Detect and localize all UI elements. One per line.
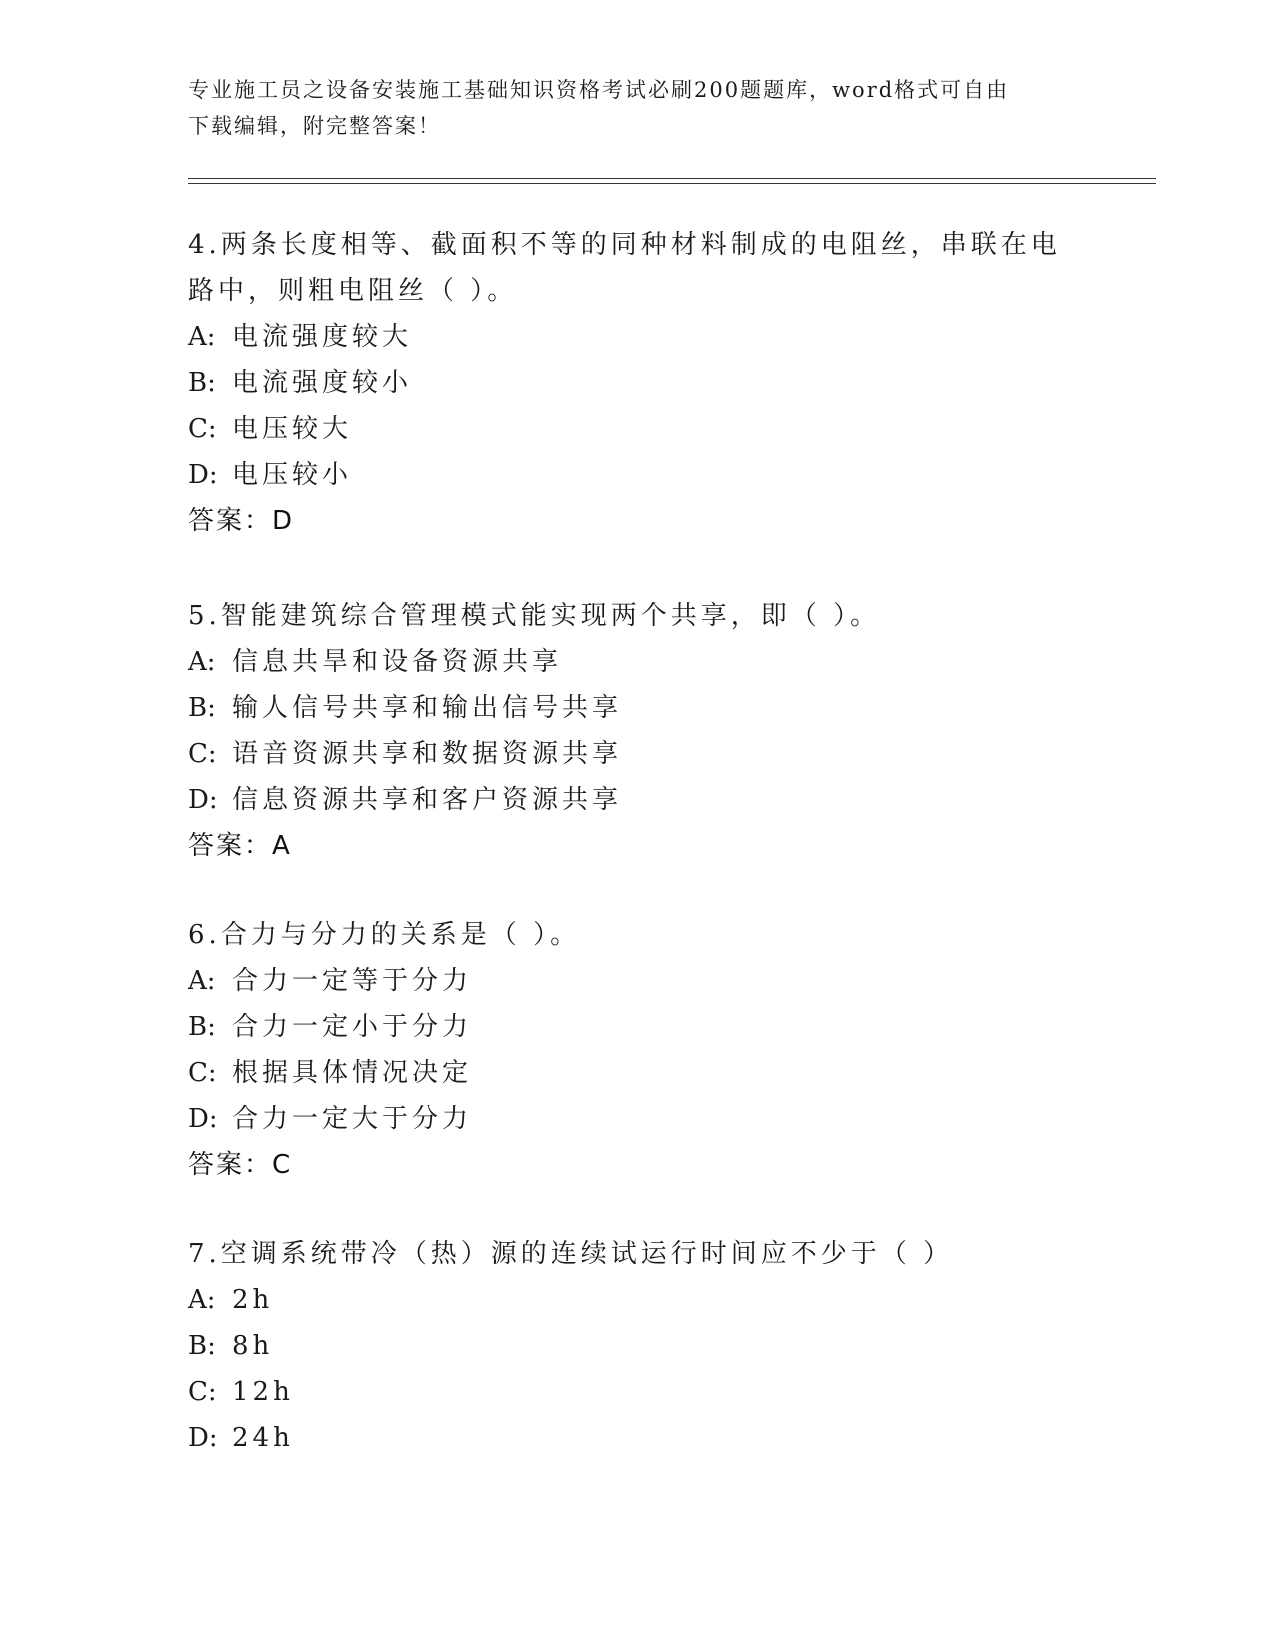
header-note: 专业施工员之设备安装施工基础知识资格考试必刷200题题库，word格式可自由 下载编辑，附完整答案！ [188, 78, 1010, 138]
option-d [188, 1096, 1088, 1142]
header-divider-top [188, 178, 1156, 179]
option-c [188, 406, 1088, 452]
option-text: 信息资源共享和客户资源共享 [232, 785, 623, 815]
option-key: B: [188, 1331, 216, 1361]
question-6 [188, 912, 1088, 1188]
option-b [188, 685, 1088, 731]
option-key: C: [188, 739, 217, 769]
option-key: A: [188, 966, 216, 996]
option-key: B: [188, 693, 216, 723]
option-text: 8h [232, 1331, 274, 1361]
option-c [188, 1369, 1088, 1415]
option-a [188, 1277, 1088, 1323]
answer-line: 答案：D [188, 506, 295, 536]
option-a [188, 639, 1088, 685]
option-d [188, 1415, 1088, 1461]
option-text: 根据具体情况决定 [232, 1058, 473, 1088]
option-d [188, 452, 1088, 498]
option-c [188, 1050, 1088, 1096]
option-text: 合力一定等于分力 [232, 966, 473, 996]
question-4 [188, 222, 1088, 544]
option-a [188, 958, 1088, 1004]
option-b [188, 360, 1088, 406]
option-text: 电流强度较大 [232, 322, 413, 352]
answer-line: 答案：A [188, 831, 292, 861]
option-key: B: [188, 1012, 216, 1042]
option-key: D: [188, 460, 218, 490]
option-text: 合力一定大于分力 [232, 1104, 473, 1134]
option-c [188, 731, 1088, 777]
option-text: 2h [232, 1285, 274, 1315]
option-d [188, 777, 1088, 823]
header-divider-bottom [188, 183, 1156, 184]
option-key: A: [188, 1285, 216, 1315]
option-b [188, 1004, 1088, 1050]
option-key: D: [188, 785, 218, 815]
option-text: 12h [232, 1377, 294, 1407]
answer-line: 答案：C [188, 1150, 293, 1180]
option-key: A: [188, 322, 216, 352]
option-text: 电压较小 [232, 460, 353, 490]
option-text: 电压较大 [232, 414, 353, 444]
option-text: 输人信号共享和输出信号共享 [232, 693, 623, 723]
option-key: A: [188, 647, 216, 677]
option-b [188, 1323, 1088, 1369]
option-text: 信息共旱和设备资源共享 [232, 647, 563, 677]
option-key: D: [188, 1423, 218, 1453]
option-key: C: [188, 414, 217, 444]
question-5 [188, 593, 1088, 869]
question-stem: 5.智能建筑综合管理模式能实现两个共享，即（ ）。 [188, 601, 881, 631]
question-stem: 7.空调系统带冷（热）源的连续试运行时间应不少于（ ） [188, 1239, 954, 1269]
option-text: 合力一定小于分力 [232, 1012, 473, 1042]
option-text: 语音资源共享和数据资源共享 [232, 739, 623, 769]
option-text: 电流强度较小 [232, 368, 413, 398]
question-7 [188, 1231, 1088, 1461]
option-text: 24h [232, 1423, 294, 1453]
option-key: D: [188, 1104, 218, 1134]
question-stem: 6.合力与分力的关系是（ ）。 [188, 920, 581, 950]
option-key: C: [188, 1377, 217, 1407]
option-a [188, 314, 1088, 360]
option-key: C: [188, 1058, 217, 1088]
question-stem: 4.两条长度相等、截面积不等的同种材料制成的电阻丝，串联在电路中，则粗电阻丝（ ）。 [188, 230, 1061, 306]
option-key: B: [188, 368, 216, 398]
